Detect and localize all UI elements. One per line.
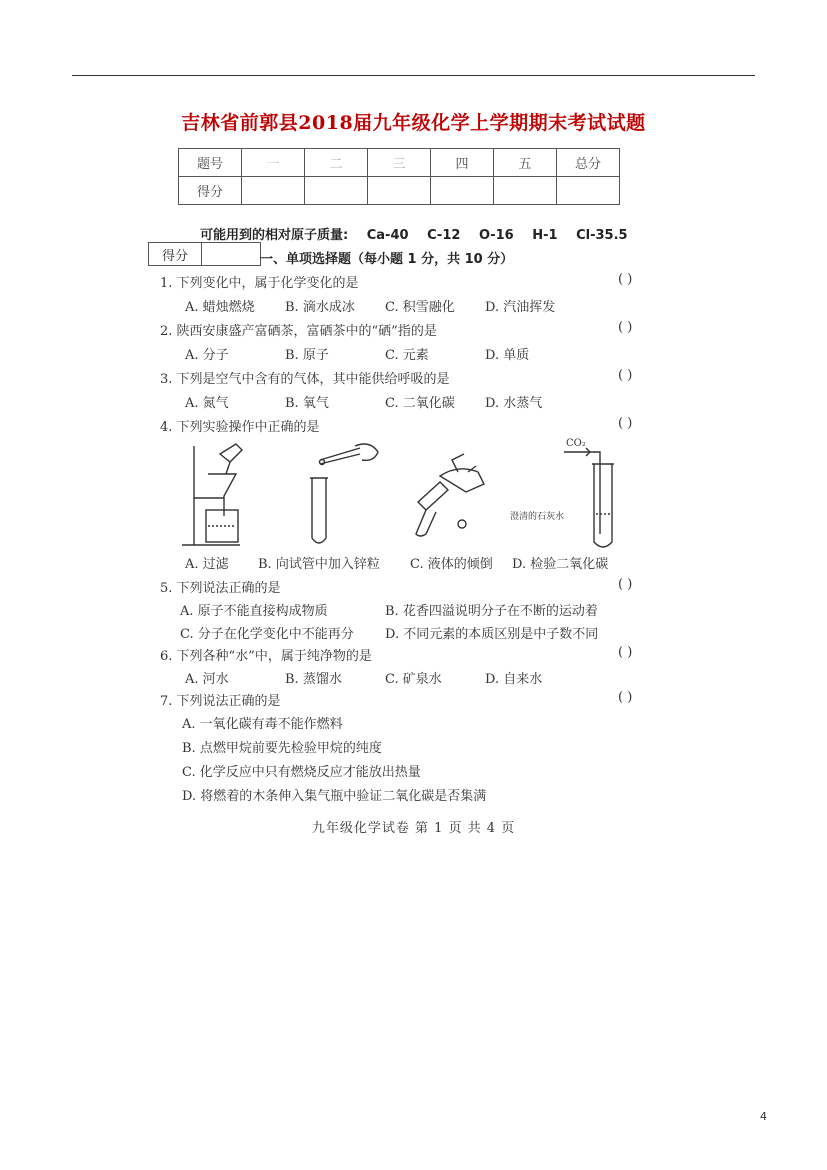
co2-test-figure <box>560 434 630 554</box>
score-header: 五 <box>494 149 557 177</box>
option: D. 水蒸气 <box>485 396 543 411</box>
top-rule <box>72 75 755 76</box>
question-stem: 3. 下列是空气中含有的气体，其中能供给呼吸的是 <box>160 372 450 387</box>
option: B. 氧气 <box>285 396 329 411</box>
zinc-granule-test-tube-figure <box>300 440 390 550</box>
question-stem: 7. 下列说法正确的是 <box>160 694 281 709</box>
score-table <box>178 148 620 205</box>
answer-paren: ( ) <box>618 577 633 592</box>
option: B. 花香四溢说明分子在不断的运动着 <box>385 604 598 619</box>
page-title: 吉林省前郭县2018届九年级化学上学期期末考试试题 <box>181 112 646 134</box>
filtration-apparatus-figure <box>180 440 270 550</box>
answer-paren: ( ) <box>618 272 633 287</box>
option: A. 蜡烛燃烧 <box>185 300 255 315</box>
limewater-label: 澄清的石灰水 <box>510 512 565 522</box>
score-header: 三 <box>368 149 431 177</box>
score-cell <box>242 177 305 205</box>
option: D. 汽油挥发 <box>485 300 556 315</box>
option: A. 过滤 <box>185 557 229 572</box>
score-cell <box>368 177 431 205</box>
option: D. 自来水 <box>485 672 543 687</box>
option: D. 单质 <box>485 348 530 363</box>
score-row-label: 得分 <box>179 177 242 205</box>
question-stem: 2. 陕西安康盛产富硒茶，富硒茶中的“硒”指的是 <box>160 324 437 339</box>
option: C. 积雪融化 <box>385 300 455 315</box>
option: C. 二氧化碳 <box>385 396 455 411</box>
answer-paren: ( ) <box>618 690 633 705</box>
page-number: 4 <box>760 1110 767 1123</box>
atomic-mass-item: O-16 <box>478 228 514 243</box>
option: C. 元素 <box>385 348 429 363</box>
option: C. 矿泉水 <box>385 672 442 687</box>
section-score-box <box>148 242 261 266</box>
score-header: 二 <box>305 149 368 177</box>
score-header: 总分 <box>557 149 620 177</box>
answer-paren: ( ) <box>618 368 633 383</box>
option: C. 分子在化学变化中不能再分 <box>180 627 354 642</box>
question-stem: 6. 下列各种“水”中，属于纯净物的是 <box>160 649 372 664</box>
option: B. 点燃甲烷前要先检验甲烷的纯度 <box>182 741 382 756</box>
option: A. 氮气 <box>185 396 229 411</box>
score-cell <box>305 177 368 205</box>
score-cell <box>431 177 494 205</box>
score-header: 题号 <box>179 149 242 177</box>
section-score-label: 得分 <box>149 243 202 266</box>
option: B. 原子 <box>285 348 329 363</box>
option: D. 检验二氧化碳 <box>512 557 609 572</box>
co2-label: CO₂ <box>566 438 586 449</box>
answer-paren: ( ) <box>618 416 633 431</box>
section-title: 一、单项选择题（每小题 1 分，共 10 分） <box>260 252 514 267</box>
option: A. 原子不能直接构成物质 <box>180 604 328 619</box>
question-stem: 4. 下列实验操作中正确的是 <box>160 420 320 435</box>
score-cell <box>557 177 620 205</box>
option: A. 分子 <box>185 348 229 363</box>
page-footer: 九年级化学试卷 第 1 页 共 4 页 <box>311 821 516 836</box>
option: C. 化学反应中只有燃烧反应才能放出热量 <box>182 765 421 780</box>
option: D. 将燃着的木条伸入集气瓶中验证二氧化碳是否集满 <box>182 789 487 804</box>
option: A. 一氧化碳有毒不能作燃料 <box>182 717 343 732</box>
atomic-mass-item: Ca-40 <box>366 228 409 243</box>
atomic-mass-item: Cl-35.5 <box>576 228 628 243</box>
score-header: 四 <box>431 149 494 177</box>
atomic-mass-item: H-1 <box>532 228 558 243</box>
option: B. 向试管中加入锌粒 <box>258 557 380 572</box>
score-cell <box>494 177 557 205</box>
liquid-pouring-figure <box>398 442 498 542</box>
answer-paren: ( ) <box>618 320 633 335</box>
option: B. 蒸馏水 <box>285 672 342 687</box>
option: D. 不同元素的本质区别是中子数不同 <box>385 627 599 642</box>
option: A. 河水 <box>185 672 229 687</box>
answer-paren: ( ) <box>618 645 633 660</box>
atomic-mass-label: 可能用到的相对原子质量: <box>200 228 349 243</box>
option: B. 滴水成冰 <box>285 300 355 315</box>
atomic-mass-item: C-12 <box>427 228 461 243</box>
option: C. 液体的倾倒 <box>410 557 493 572</box>
atomic-mass-line <box>200 224 642 243</box>
question-stem: 1. 下列变化中，属于化学变化的是 <box>160 276 359 291</box>
section-score-cell <box>202 243 261 266</box>
score-header: 一 <box>242 149 305 177</box>
question-stem: 5. 下列说法正确的是 <box>160 581 281 596</box>
